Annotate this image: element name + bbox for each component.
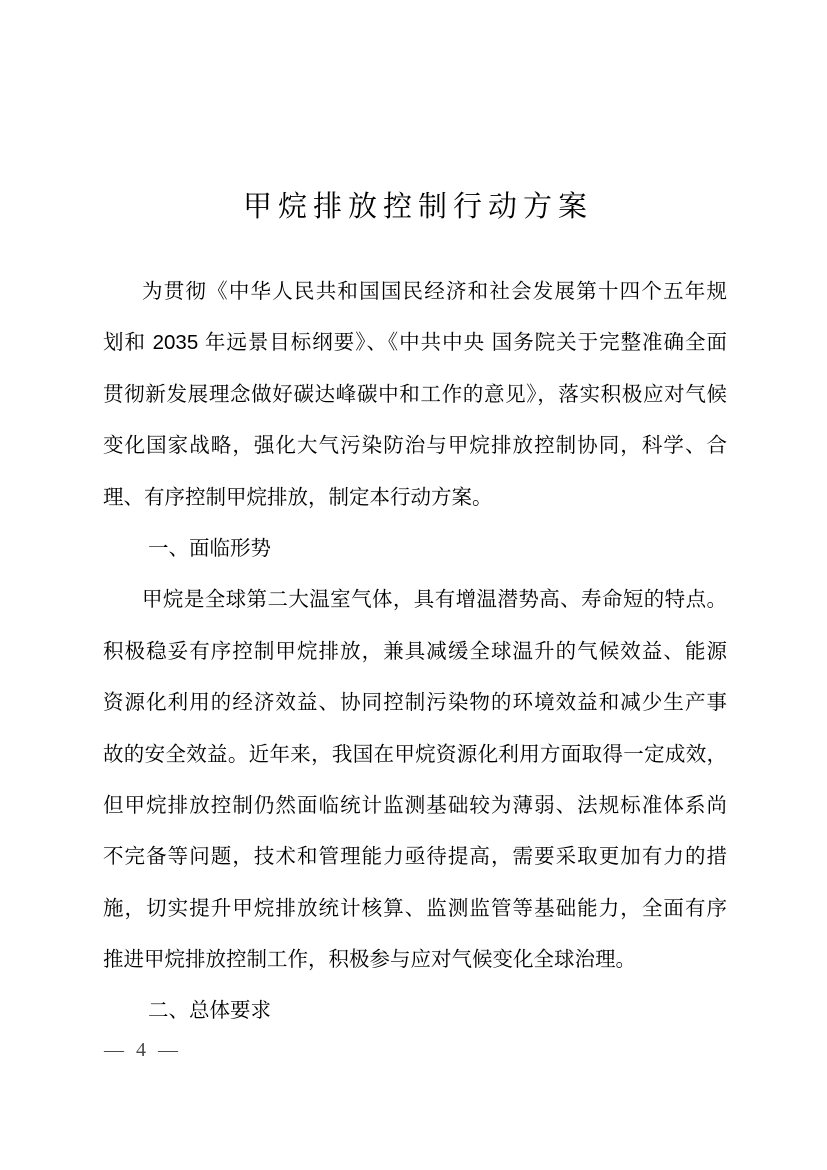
page-number: — 4 — [104, 1039, 178, 1061]
text-line: 施，切实提升甲烷排放统计核算、监测监管等基础能力，全面有序 [103, 896, 727, 920]
text-line: 理、有序控制甲烷排放，制定本行动方案。 [103, 485, 493, 509]
document-body [103, 266, 727, 1037]
section-heading-2: 二、总体要求 [148, 999, 271, 1023]
text-line: 变化国家战略，强化大气污染防治与甲烷排放控制协同，科学、合 [103, 434, 727, 458]
text-line: 为贯彻《中华人民共和国国民经济和社会发展第十四个五年规 [142, 280, 727, 303]
text-line: 划和 2035 年远景目标纲要》、《中共中央 国务院关于完整准确全面 [103, 331, 727, 355]
page-title: 甲烷排放控制行动方案 [242, 191, 593, 223]
text-line: 积极稳妥有序控制甲烷排放，兼具减缓全球温升的气候效益、能源 [103, 639, 727, 663]
text-line: 故的安全效益。近年来，我国在甲烷资源化利用方面取得一定成效， [103, 742, 727, 766]
text-line: 资源化利用的经济效益、协同控制污染物的环境效益和减少生产事 [103, 691, 727, 715]
text-line: 但甲烷排放控制仍然面临统计监测基础较为薄弱、法规标准体系尚 [103, 793, 727, 817]
text-line: 不完备等问题，技术和管理能力亟待提高，需要采取更加有力的措 [103, 845, 727, 869]
text-line: 甲烷是全球第二大温室气体，具有增温潜势高、寿命短的特点。 [142, 588, 727, 612]
section-heading-1: 一、面临形势 [148, 536, 271, 560]
text-line: 贯彻新发展理念做好碳达峰碳中和工作的意见》，落实积极应对气候 [103, 382, 727, 406]
text-line: 推进甲烷排放控制工作，积极参与应对气候变化全球治理。 [103, 948, 636, 972]
